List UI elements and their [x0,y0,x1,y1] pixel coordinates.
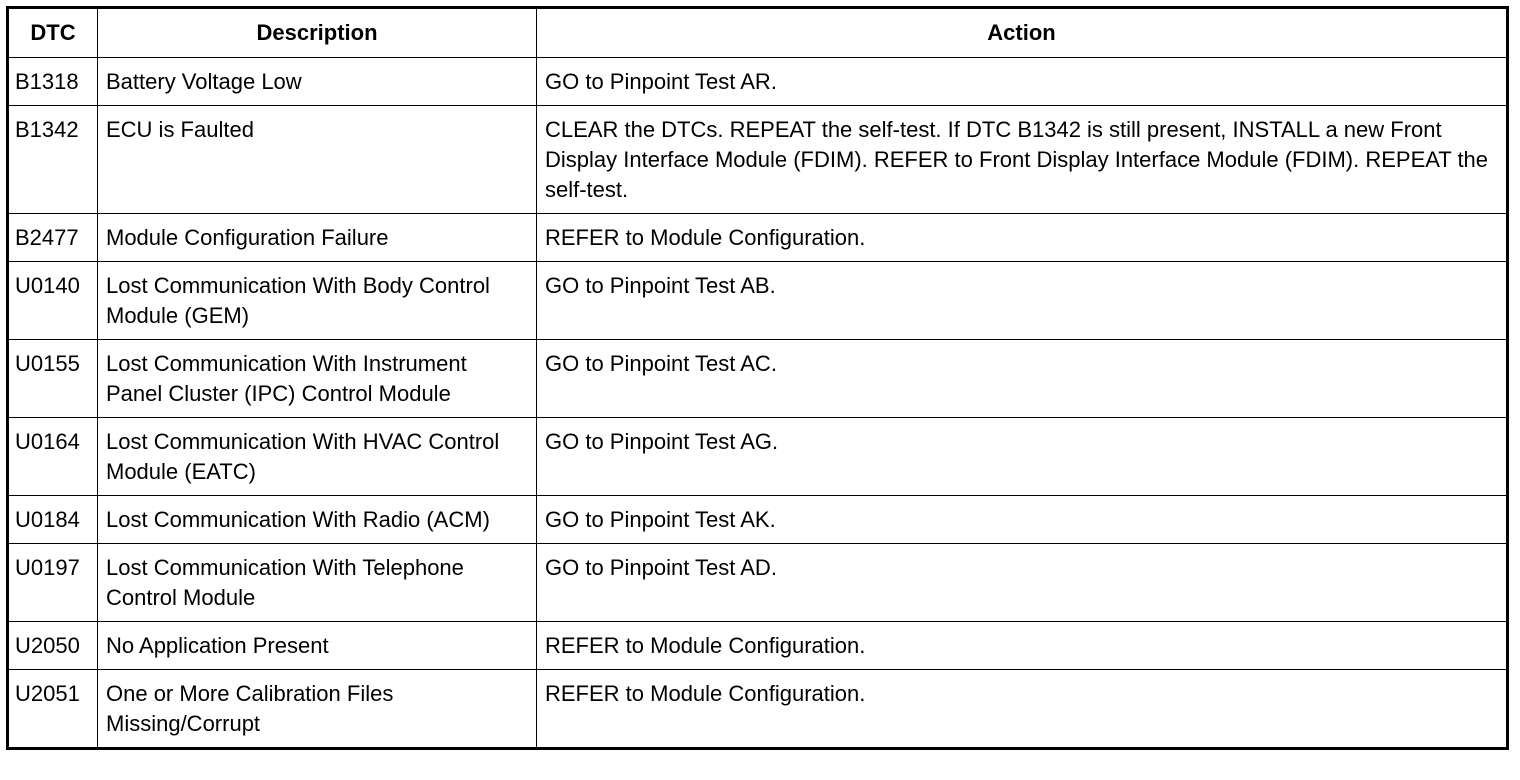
description-cell: One or More Calibration Files Missing/Corrupt [98,670,537,749]
description-cell: Lost Communication With Instrument Panel Cluster (IPC) Control Module [98,340,537,418]
table-row [8,106,1508,214]
description-cell: Module Configuration Failure [98,214,537,262]
action-cell: REFER to Module Configuration. [537,214,1508,262]
description-cell: No Application Present [98,622,537,670]
dtc-code-cell: U0140 [8,262,98,340]
dtc-code-cell: U2050 [8,622,98,670]
dtc-code-cell: U0197 [8,544,98,622]
description-cell: Battery Voltage Low [98,58,537,106]
table-row [8,262,1508,340]
description-cell: Lost Communication With Body Control Module (GEM) [98,262,537,340]
action-cell: GO to Pinpoint Test AD. [537,544,1508,622]
dtc-table [6,6,1509,750]
description-cell: Lost Communication With HVAC Control Module (EATC) [98,418,537,496]
action-cell: GO to Pinpoint Test AC. [537,340,1508,418]
table-row [8,214,1508,262]
table-row [8,340,1508,418]
action-cell: REFER to Module Configuration. [537,622,1508,670]
table-row [8,58,1508,106]
action-cell: GO to Pinpoint Test AG. [537,418,1508,496]
header-row [8,8,1508,58]
table-row [8,496,1508,544]
table-body [8,58,1508,749]
header-description: Description [98,8,537,58]
action-cell: REFER to Module Configuration. [537,670,1508,749]
action-cell: CLEAR the DTCs. REPEAT the self-test. If DTC B1342 is still present, INSTALL a new Front Display Interface Module (FDIM). REFER to Front Display Interface Module (FDIM). REPEAT the self-test. [537,106,1508,214]
action-cell: GO to Pinpoint Test AB. [537,262,1508,340]
table-row [8,622,1508,670]
description-cell: Lost Communication With Radio (ACM) [98,496,537,544]
action-cell: GO to Pinpoint Test AR. [537,58,1508,106]
description-cell: Lost Communication With Telephone Control Module [98,544,537,622]
dtc-code-cell: B2477 [8,214,98,262]
dtc-code-cell: B1342 [8,106,98,214]
table-row [8,670,1508,749]
dtc-code-cell: U0155 [8,340,98,418]
table-row [8,544,1508,622]
table-header [8,8,1508,58]
action-cell: GO to Pinpoint Test AK. [537,496,1508,544]
table-row [8,418,1508,496]
dtc-code-cell: U2051 [8,670,98,749]
dtc-code-cell: B1318 [8,58,98,106]
dtc-code-cell: U0184 [8,496,98,544]
description-cell: ECU is Faulted [98,106,537,214]
dtc-code-cell: U0164 [8,418,98,496]
header-action: Action [537,8,1508,58]
header-dtc: DTC [8,8,98,58]
